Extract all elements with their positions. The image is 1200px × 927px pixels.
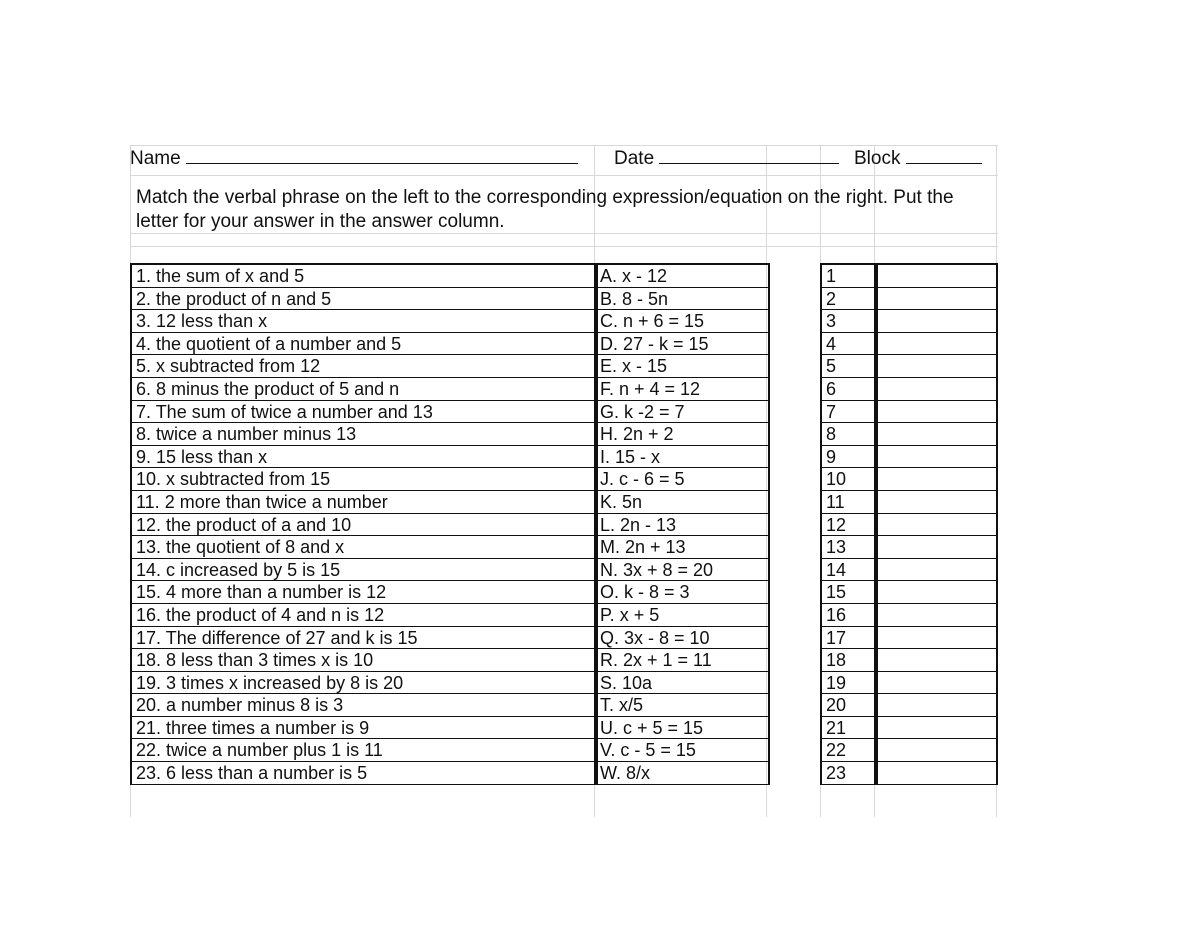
answer-input-cell[interactable] [874,288,996,311]
expression-cell: P. x + 5 [596,604,768,627]
phrase-cell: 7. The sum of twice a number and 13 [132,401,596,424]
expression-cell: S. 10a [596,672,768,695]
expressions-column [594,263,770,785]
answer-input-cell[interactable] [874,694,996,717]
answer-input-cell[interactable] [874,333,996,356]
expression-cell: J. c - 6 = 5 [596,468,768,491]
block-field[interactable] [854,148,982,170]
expression-cell: L. 2n - 13 [596,514,768,537]
expression-cell: H. 2n + 2 [596,423,768,446]
answer-number-cell: 22 [822,739,876,762]
expression-cell: M. 2n + 13 [596,536,768,559]
answer-input-cell[interactable] [874,604,996,627]
answer-number-cell: 20 [822,694,876,717]
expression-cell: O. k - 8 = 3 [596,581,768,604]
expression-cell: E. x - 15 [596,355,768,378]
answer-number-cell: 3 [822,310,876,333]
gridline [130,246,998,247]
phrase-cell: 11. 2 more than twice a number [132,491,596,514]
answer-column [874,263,998,785]
phrase-cell: 3. 12 less than x [132,310,596,333]
date-label: Date [614,148,655,169]
answer-number-cell: 21 [822,717,876,740]
phrase-cell: 15. 4 more than a number is 12 [132,581,596,604]
answer-number-cell: 5 [822,355,876,378]
answer-input-cell[interactable] [874,401,996,424]
answer-input-cell[interactable] [874,762,996,785]
expression-cell: A. x - 12 [596,265,768,288]
answer-input-cell[interactable] [874,446,996,469]
phrase-cell: 10. x subtracted from 15 [132,468,596,491]
answer-input-cell[interactable] [874,378,996,401]
phrase-cell: 8. twice a number minus 13 [132,423,596,446]
expression-cell: R. 2x + 1 = 11 [596,649,768,672]
phrase-cell: 23. 6 less than a number is 5 [132,762,596,785]
answer-input-cell[interactable] [874,672,996,695]
date-blank[interactable] [659,149,839,164]
phrase-cell: 18. 8 less than 3 times x is 10 [132,649,596,672]
expression-cell: W. 8/x [596,762,768,785]
expression-cell: K. 5n [596,491,768,514]
answer-number-cell: 18 [822,649,876,672]
expression-cell: C. n + 6 = 15 [596,310,768,333]
worksheet [130,145,998,817]
phrase-cell: 21. three times a number is 9 [132,717,596,740]
answer-input-cell[interactable] [874,468,996,491]
date-field[interactable] [614,148,839,170]
phrase-cell: 12. the product of a and 10 [132,514,596,537]
phrase-cell: 9. 15 less than x [132,446,596,469]
expression-cell: Q. 3x - 8 = 10 [596,627,768,650]
answer-number-cell: 16 [822,604,876,627]
expression-cell: F. n + 4 = 12 [596,378,768,401]
block-label: Block [854,148,901,169]
answer-number-cell: 4 [822,333,876,356]
answer-number-cell: 8 [822,423,876,446]
phrase-cell: 13. the quotient of 8 and x [132,536,596,559]
expression-cell: U. c + 5 = 15 [596,717,768,740]
name-field[interactable] [130,148,578,170]
answer-input-cell[interactable] [874,536,996,559]
answer-input-cell[interactable] [874,310,996,333]
answer-number-cell: 15 [822,581,876,604]
answer-number-cell: 13 [822,536,876,559]
answer-number-cell: 11 [822,491,876,514]
phrase-cell: 17. The difference of 27 and k is 15 [132,627,596,650]
gridline [130,175,998,176]
answer-number-cell: 9 [822,446,876,469]
phrase-cell: 4. the quotient of a number and 5 [132,333,596,356]
instructions: Match the verbal phrase on the left to the corresponding expression/equation on the right. Put the letter for your answer in the answer column. [136,187,954,232]
phrase-cell: 2. the product of n and 5 [132,288,596,311]
answer-number-cell: 7 [822,401,876,424]
answer-input-cell[interactable] [874,559,996,582]
answer-input-cell[interactable] [874,627,996,650]
expression-cell: G. k -2 = 7 [596,401,768,424]
phrase-cell: 14. c increased by 5 is 15 [132,559,596,582]
phrases-column [130,263,598,785]
expression-cell: D. 27 - k = 15 [596,333,768,356]
answer-number-cell: 23 [822,762,876,785]
answer-number-cell: 12 [822,514,876,537]
answer-number-cell: 17 [822,627,876,650]
phrase-cell: 20. a number minus 8 is 3 [132,694,596,717]
answer-input-cell[interactable] [874,355,996,378]
answer-input-cell[interactable] [874,739,996,762]
phrase-cell: 16. the product of 4 and n is 12 [132,604,596,627]
answer-input-cell[interactable] [874,581,996,604]
expression-cell: B. 8 - 5n [596,288,768,311]
block-blank[interactable] [906,149,982,164]
answer-number-cell: 2 [822,288,876,311]
expression-cell: N. 3x + 8 = 20 [596,559,768,582]
phrase-cell: 5. x subtracted from 12 [132,355,596,378]
phrase-cell: 6. 8 minus the product of 5 and n [132,378,596,401]
answer-number-cell: 19 [822,672,876,695]
name-blank[interactable] [186,149,578,164]
answer-number-cell: 6 [822,378,876,401]
answer-input-cell[interactable] [874,423,996,446]
answer-input-cell[interactable] [874,265,996,288]
answer-number-column [820,263,878,785]
answer-input-cell[interactable] [874,514,996,537]
answer-input-cell[interactable] [874,649,996,672]
answer-number-cell: 1 [822,265,876,288]
name-label: Name [130,148,181,169]
gridline [130,145,998,146]
answer-input-cell[interactable] [874,491,996,514]
phrase-cell: 19. 3 times x increased by 8 is 20 [132,672,596,695]
answer-input-cell[interactable] [874,717,996,740]
expression-cell: I. 15 - x [596,446,768,469]
phrase-cell: 22. twice a number plus 1 is 11 [132,739,596,762]
expression-cell: V. c - 5 = 15 [596,739,768,762]
answer-number-cell: 14 [822,559,876,582]
expression-cell: T. x/5 [596,694,768,717]
answer-number-cell: 10 [822,468,876,491]
phrase-cell: 1. the sum of x and 5 [132,265,596,288]
